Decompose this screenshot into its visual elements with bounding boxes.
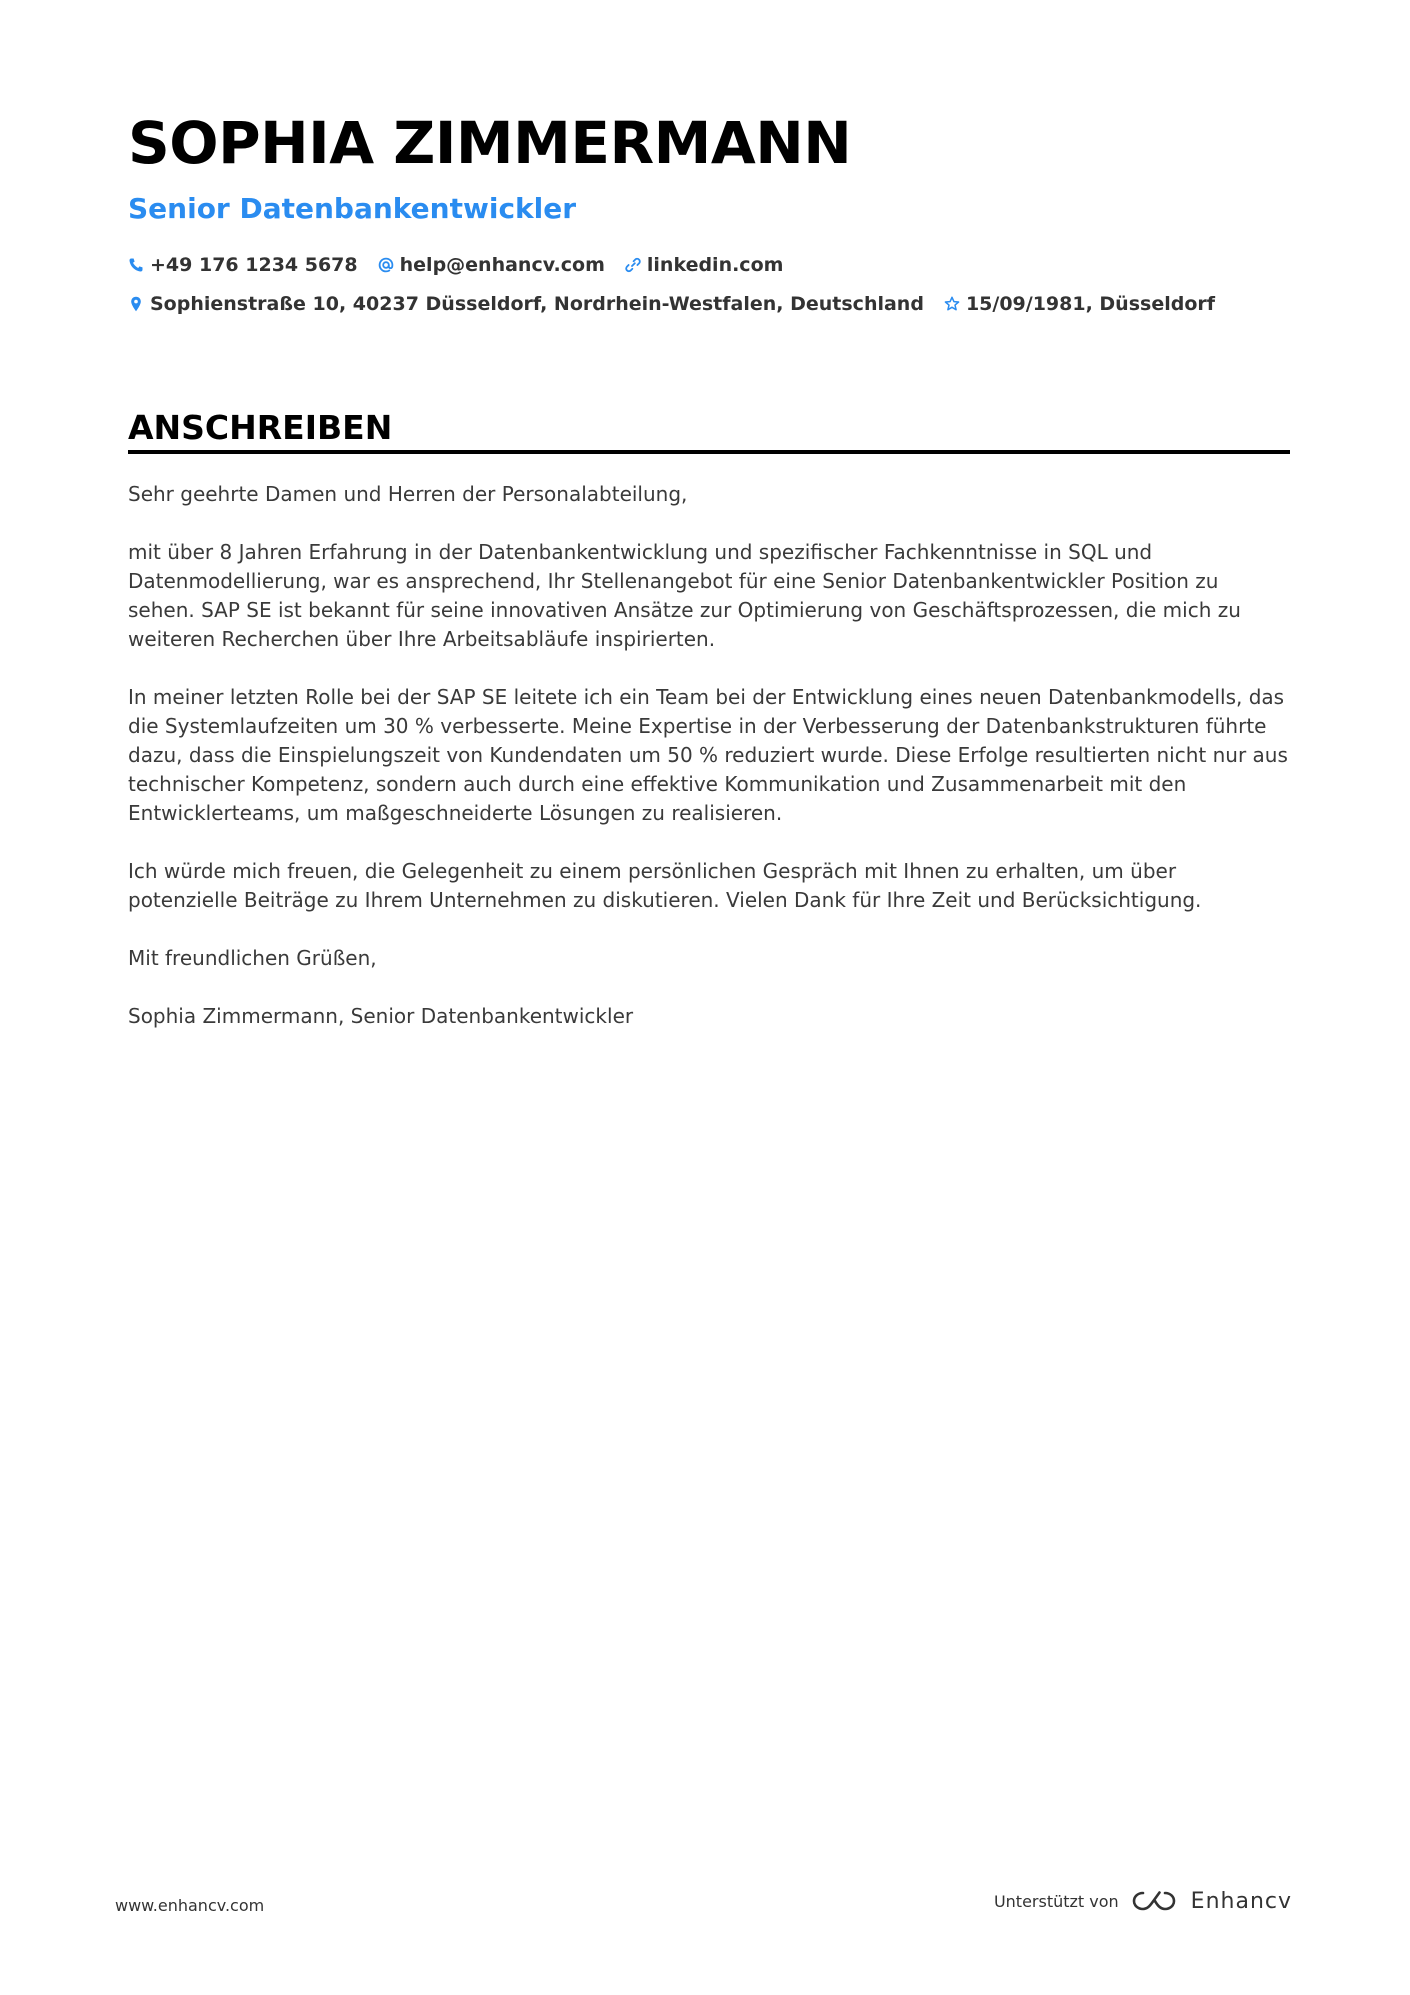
- letter-signature: Sophia Zimmermann, Senior Datenbankentwickler: [128, 1004, 634, 1028]
- letter-greeting: Sehr geehrte Damen und Herren der Personalabteilung,: [128, 482, 688, 506]
- address-text: Sophienstraße 10, 40237 Düsseldorf, Nordrhein-Westfalen, Deutschland: [150, 293, 924, 315]
- enhancv-logo-icon: [1131, 1888, 1177, 1914]
- contact-row-primary: [128, 254, 803, 276]
- powered-by-text: Unterstützt von: [993, 1891, 1119, 1911]
- contact-address: [128, 293, 924, 315]
- letter-paragraph: Ich würde mich freuen, die Gelegenheit zu einem persönlichen Gespräch mit Ihnen zu erhalten, um über potenzielle Beiträge zu Ihrem Unternehmen zu diskutieren. Vielen Dank für Ihre Zeit und Berücksichtigung.: [128, 859, 1202, 912]
- footer-branding: [994, 1888, 1292, 1914]
- location-pin-icon: [128, 296, 144, 312]
- contact-website[interactable]: [625, 254, 784, 276]
- contact-email[interactable]: [378, 254, 605, 276]
- applicant-title: Senior Datenbankentwickler: [128, 192, 577, 225]
- footer-website[interactable]: www.enhancv.com: [115, 1896, 265, 1915]
- letter-paragraph: In meiner letzten Rolle bei der SAP SE leitete ich ein Team bei der Entwicklung eines neuen Datenbankmodells, das die Systemlaufzeiten um 30 % verbesserte. Meine Expertise in der Verbesserung der Datenbankstrukturen führte dazu, dass die Einspielungszeit von Kundendaten um 50 % reduziert wurde. Diese Erfolge resultierten nicht nur aus technischer Kompetenz, sondern auch durch eine effektive Kommunikation und Zusammenarbeit mit den Entwicklerteams, um maßgeschneiderte Lösungen zu realisieren.: [128, 685, 1288, 825]
- phone-text: +49 176 1234 5678: [150, 254, 358, 276]
- email-text: help@enhancv.com: [399, 254, 605, 276]
- applicant-name: SOPHIA ZIMMERMANN: [128, 109, 852, 177]
- phone-icon: [128, 257, 144, 273]
- at-icon: [378, 257, 394, 273]
- website-text: linkedin.com: [646, 254, 784, 276]
- contact-phone: [128, 254, 358, 276]
- letter-closing: Mit freundlichen Grüßen,: [128, 946, 377, 970]
- letter-body: [128, 480, 1290, 1060]
- letter-paragraph: mit über 8 Jahren Erfahrung in der Datenbankentwicklung und spezifischer Fachkenntnisse in SQL und Datenmodellierung, war es ansprechend, Ihr Stellenangebot für eine Senior Datenbankentwickler Position zu sehen. SAP SE ist bekannt für seine innovativen Ansätze zur Optimierung von Geschäftsprozessen, die mich zu weiteren Recherchen über Ihre Arbeitsabläufe inspirierten.: [128, 540, 1241, 651]
- star-icon: [944, 296, 960, 312]
- link-icon: [625, 257, 641, 273]
- section-title: ANSCHREIBEN: [128, 408, 393, 447]
- section-divider: [128, 450, 1290, 454]
- brand-name: Enhancv: [1190, 1888, 1292, 1914]
- contact-birth: [944, 293, 1215, 315]
- contact-row-secondary: [128, 293, 1235, 315]
- birth-text: 15/09/1981, Düsseldorf: [965, 293, 1216, 315]
